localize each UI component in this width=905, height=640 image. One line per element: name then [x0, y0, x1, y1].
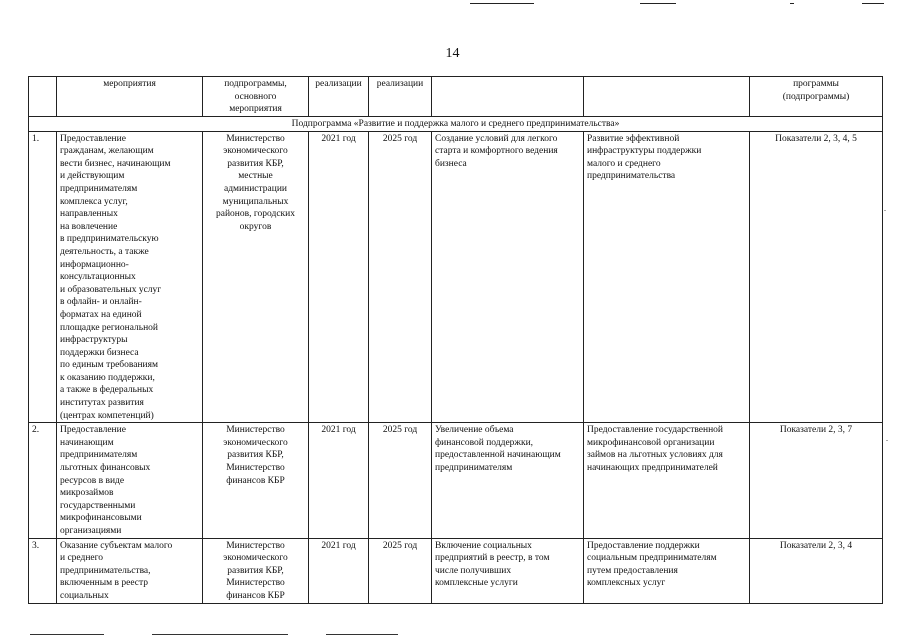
page-number: 14	[445, 46, 460, 61]
header-end: реализации	[369, 77, 432, 117]
row-indicators: Показатели 2, 3, 4	[750, 538, 883, 603]
table-row	[29, 538, 883, 603]
table-header-row	[29, 77, 883, 117]
header-activity: мероприятия	[57, 77, 203, 117]
activities-table	[28, 76, 883, 604]
header-result	[432, 77, 584, 117]
row-executor: Министерство экономического развития КБР, Министерство финансов КБР	[203, 538, 309, 603]
row-result: Создание условий для легкого старта и комфортного ведения бизнеса	[432, 131, 584, 423]
table-row	[29, 131, 883, 423]
row-activity: Предоставление гражданам, желающим вести бизнес, начинающим и действующим предпринимателям комплекса услуг, направленных на вовлечение в предпринимательскую деятельность, а также информационно- консультационных и образовательных услуг в офлайн- и онлайн- форматах на единой площадке региональной инфраструктуры поддержки бизнеса по единым требованиям к оказанию поддержки, а также в федеральных институтах развития (центрах компетенций)	[57, 131, 203, 423]
row-start: 2021 год	[309, 538, 369, 603]
header-executor: подпрограммы, основного мероприятия	[203, 77, 309, 117]
row-end: 2025 год	[369, 131, 432, 423]
row-consequence: Предоставление поддержки социальным предпринимателям путем предоставления комплексных услуг	[584, 538, 750, 603]
subprogram-row	[29, 117, 883, 132]
row-activity: Оказание субъектам малого и среднего предпринимательства, включенным в реестр социальных	[57, 538, 203, 603]
row-num: 3.	[29, 538, 57, 603]
subprogram-title: Подпрограмма «Развитие и поддержка малого и среднего предпринимательства»	[29, 117, 883, 132]
row-result: Увеличение объема финансовой поддержки, предоставленной начинающим предпринимателям	[432, 423, 584, 538]
row-executor: Министерство экономического развития КБР, Министерство финансов КБР	[203, 423, 309, 538]
row-result: Включение социальных предприятий в реестр, в том числе получивших комплексные услуги	[432, 538, 584, 603]
row-indicators: Показатели 2, 3, 4, 5	[750, 131, 883, 423]
header-start: реализации	[309, 77, 369, 117]
row-start: 2021 год	[309, 423, 369, 538]
header-consequence	[584, 77, 750, 117]
row-end: 2025 год	[369, 423, 432, 538]
row-end: 2025 год	[369, 538, 432, 603]
header-indicators: программы (подпрограммы)	[750, 77, 883, 117]
row-executor: Министерство экономического развития КБР, местные администрации муниципальных районов, городских округов	[203, 131, 309, 423]
row-consequence: Развитие эффективной инфраструктуры поддержки малого и среднего предпринимательства	[584, 131, 750, 423]
row-indicators: Показатели 2, 3, 7	[750, 423, 883, 538]
table-row	[29, 423, 883, 538]
row-num: 2.	[29, 423, 57, 538]
header-num-cell	[29, 77, 57, 117]
row-start: 2021 год	[309, 131, 369, 423]
row-activity: Предоставление начинающим предпринимателям льготных финансовых ресурсов в виде микрозаймов государственными микрофинансовыми организациями	[57, 423, 203, 538]
row-consequence: Предоставление государственной микрофинансовой организации займов на льготных условиях для начинающих предпринимателей	[584, 423, 750, 538]
row-num: 1.	[29, 131, 57, 423]
top-scan-marks	[0, 0, 905, 8]
